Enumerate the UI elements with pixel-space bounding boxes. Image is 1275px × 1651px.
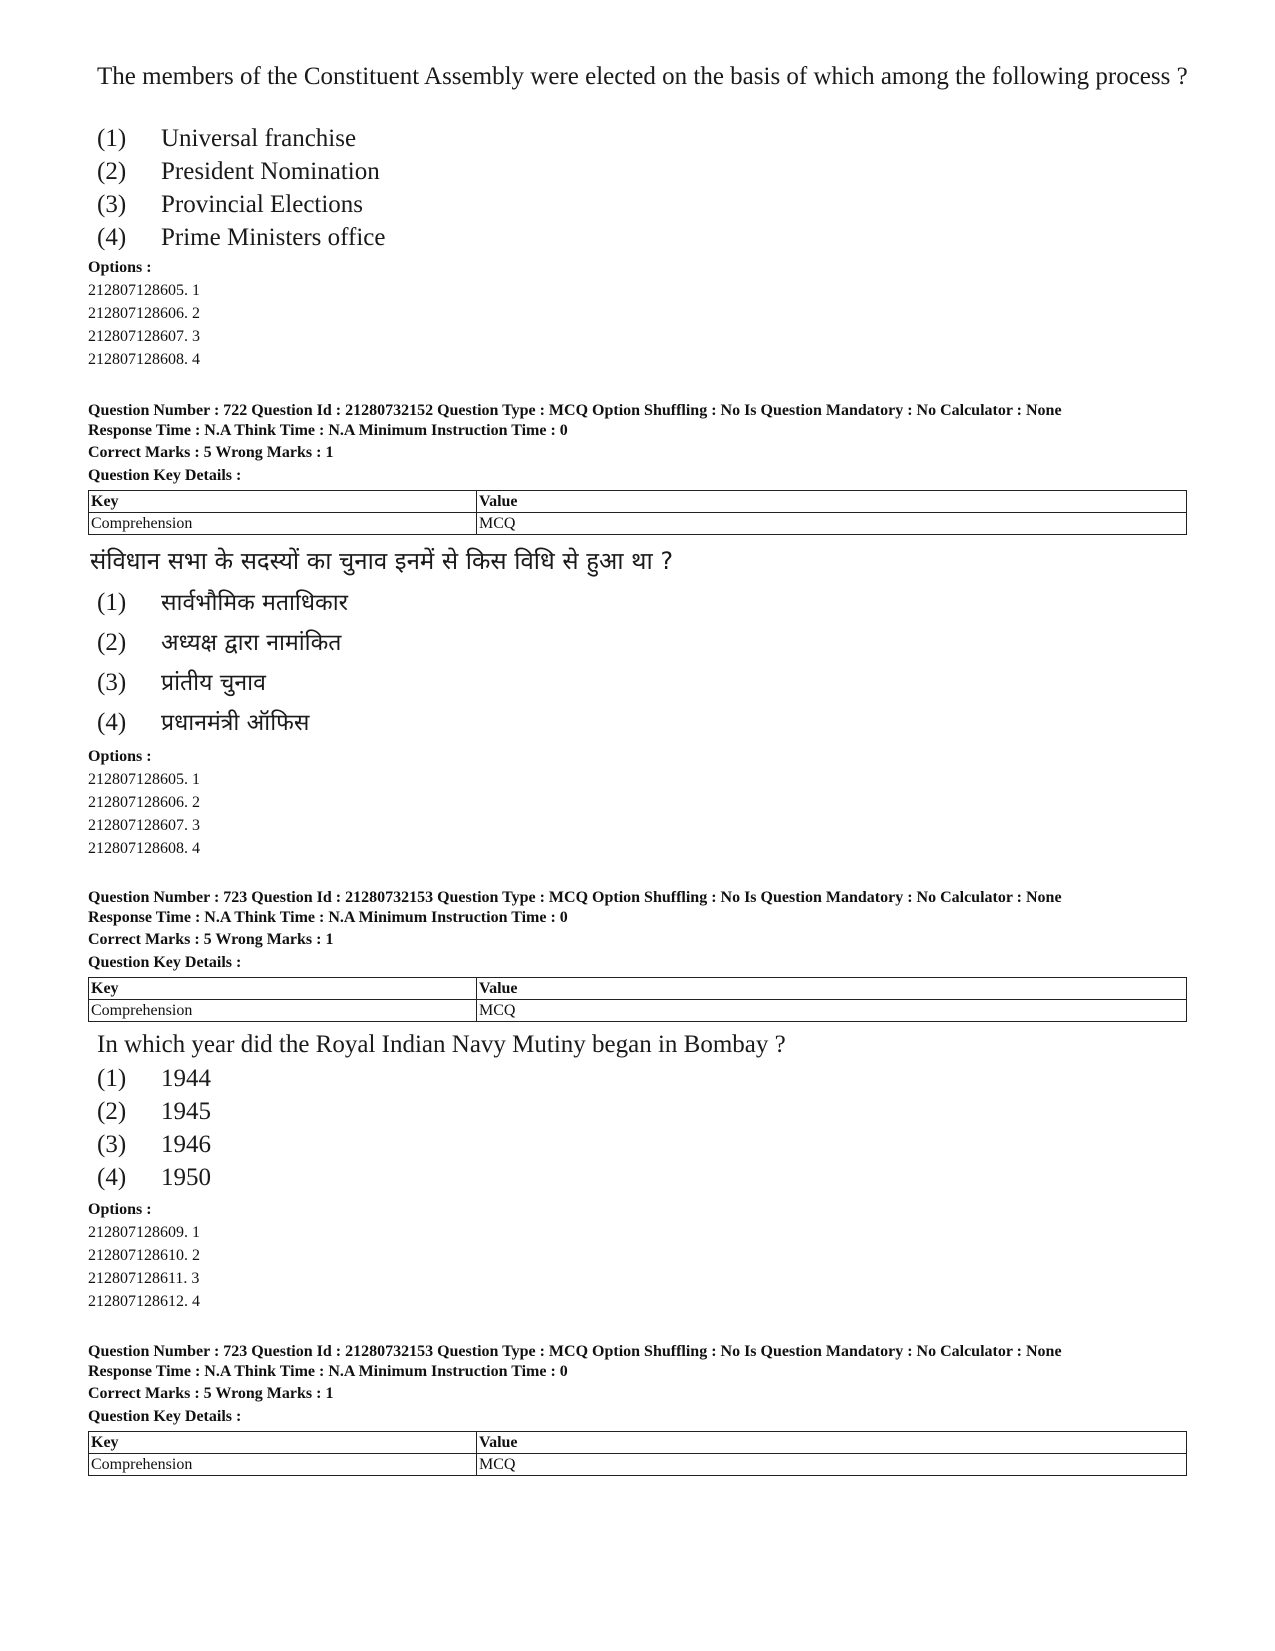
option-id: 212807128612. 4 bbox=[88, 1293, 200, 1310]
table-cell-key: Comprehension bbox=[89, 1454, 477, 1476]
table-row bbox=[89, 1432, 1187, 1454]
choice-text: प्रधानमंत्री ऑफिस bbox=[161, 710, 310, 736]
choice-text: Prime Ministers office bbox=[161, 224, 386, 251]
option-id: 212807128606. 2 bbox=[88, 794, 200, 811]
key-details-label: Question Key Details : bbox=[88, 1408, 242, 1425]
choice-item bbox=[97, 122, 386, 155]
table-header-key: Key bbox=[89, 978, 477, 1000]
options-block bbox=[88, 1198, 200, 1313]
choice-list bbox=[97, 1062, 211, 1194]
choice-number: (2) bbox=[97, 158, 127, 185]
question-info bbox=[88, 888, 1198, 974]
options-block bbox=[88, 745, 200, 860]
question-header-line: Question Number : 723 Question Id : 21280732153 Question Type : MCQ Option Shuffling : No Is Question Mandatory : No Calculator : None bbox=[88, 889, 1062, 906]
choice-item bbox=[97, 221, 386, 254]
choice-item bbox=[97, 1161, 211, 1194]
response-time-line: Response Time : N.A Think Time : N.A Minimum Instruction Time : 0 bbox=[88, 1363, 568, 1380]
choice-text: सार्वभौमिक मताधिकार bbox=[161, 590, 349, 616]
choice-item bbox=[97, 583, 348, 623]
option-id: 212807128605. 1 bbox=[88, 771, 200, 788]
table-row bbox=[89, 491, 1187, 513]
choice-number: (3) bbox=[97, 1131, 127, 1158]
choice-number: (1) bbox=[97, 589, 127, 616]
choice-text: अध्यक्ष द्वारा नामांकित bbox=[161, 630, 342, 656]
choice-number: (2) bbox=[97, 629, 127, 656]
option-id: 212807128607. 3 bbox=[88, 817, 200, 834]
table-row bbox=[89, 978, 1187, 1000]
table-header-value: Value bbox=[477, 1432, 1187, 1454]
choice-text: Universal franchise bbox=[161, 125, 357, 152]
choice-number: (2) bbox=[97, 1098, 127, 1125]
table-header-key: Key bbox=[89, 491, 477, 513]
option-id: 212807128608. 4 bbox=[88, 840, 200, 857]
marks-line: Correct Marks : 5 Wrong Marks : 1 bbox=[88, 444, 334, 461]
options-label: Options : bbox=[88, 748, 152, 765]
choice-item bbox=[97, 1062, 211, 1095]
table-cell-key: Comprehension bbox=[89, 1000, 477, 1022]
table-cell-value: MCQ bbox=[477, 1000, 1187, 1022]
response-time-line: Response Time : N.A Think Time : N.A Minimum Instruction Time : 0 bbox=[88, 422, 568, 439]
key-details-table bbox=[88, 1431, 1187, 1476]
choice-item bbox=[97, 1095, 211, 1128]
choice-number: (4) bbox=[97, 1164, 127, 1191]
question-info bbox=[88, 1342, 1198, 1428]
choice-item bbox=[97, 663, 348, 703]
marks-line: Correct Marks : 5 Wrong Marks : 1 bbox=[88, 1385, 334, 1402]
option-id: 212807128606. 2 bbox=[88, 305, 200, 322]
question-info bbox=[88, 401, 1198, 487]
options-label: Options : bbox=[88, 1201, 152, 1218]
choice-text: 1946 bbox=[161, 1131, 211, 1158]
key-details-table bbox=[88, 977, 1187, 1022]
table-cell-value: MCQ bbox=[477, 513, 1187, 535]
choice-number: (3) bbox=[97, 669, 127, 696]
option-id: 212807128605. 1 bbox=[88, 282, 200, 299]
question-header-line: Question Number : 723 Question Id : 21280732153 Question Type : MCQ Option Shuffling : No Is Question Mandatory : No Calculator : None bbox=[88, 1343, 1062, 1360]
option-id: 212807128609. 1 bbox=[88, 1224, 200, 1241]
choice-text: प्रांतीय चुनाव bbox=[161, 670, 266, 696]
question-text: In which year did the Royal Indian Navy Mutiny began in Bombay ? bbox=[97, 1031, 786, 1058]
option-id: 212807128611. 3 bbox=[88, 1270, 200, 1287]
choice-item bbox=[97, 155, 386, 188]
choice-item bbox=[97, 703, 348, 743]
key-details-label: Question Key Details : bbox=[88, 467, 242, 484]
question-text-hindi: संविधान सभा के सदस्यों का चुनाव इनमें से किस विधि से हुआ था ? bbox=[90, 547, 674, 575]
key-details-table bbox=[88, 490, 1187, 535]
response-time-line: Response Time : N.A Think Time : N.A Minimum Instruction Time : 0 bbox=[88, 909, 568, 926]
options-block bbox=[88, 256, 200, 371]
option-id: 212807128610. 2 bbox=[88, 1247, 200, 1264]
table-header-key: Key bbox=[89, 1432, 477, 1454]
choice-item bbox=[97, 623, 348, 663]
choice-number: (3) bbox=[97, 191, 127, 218]
choice-text: 1945 bbox=[161, 1098, 211, 1125]
choice-list bbox=[97, 122, 386, 254]
marks-line: Correct Marks : 5 Wrong Marks : 1 bbox=[88, 931, 334, 948]
question-header-line: Question Number : 722 Question Id : 21280732152 Question Type : MCQ Option Shuffling : No Is Question Mandatory : No Calculator : None bbox=[88, 402, 1062, 419]
table-row bbox=[89, 1454, 1187, 1476]
table-header-value: Value bbox=[477, 491, 1187, 513]
choice-number: (4) bbox=[97, 224, 127, 251]
option-id: 212807128607. 3 bbox=[88, 328, 200, 345]
choice-text: 1950 bbox=[161, 1164, 211, 1191]
table-row bbox=[89, 513, 1187, 535]
choice-item bbox=[97, 188, 386, 221]
question-text: The members of the Constituent Assembly were elected on the basis of which among the following process ? bbox=[97, 63, 1188, 90]
options-label: Options : bbox=[88, 259, 152, 276]
table-cell-key: Comprehension bbox=[89, 513, 477, 535]
choice-text: 1944 bbox=[161, 1065, 211, 1092]
table-row bbox=[89, 1000, 1187, 1022]
choice-list bbox=[97, 583, 348, 743]
choice-text: President Nomination bbox=[161, 158, 380, 185]
choice-number: (1) bbox=[97, 1065, 127, 1092]
choice-item bbox=[97, 1128, 211, 1161]
option-id: 212807128608. 4 bbox=[88, 351, 200, 368]
choice-number: (1) bbox=[97, 125, 127, 152]
choice-text: Provincial Elections bbox=[161, 191, 364, 218]
choice-number: (4) bbox=[97, 709, 127, 736]
key-details-label: Question Key Details : bbox=[88, 954, 242, 971]
table-header-value: Value bbox=[477, 978, 1187, 1000]
table-cell-value: MCQ bbox=[477, 1454, 1187, 1476]
